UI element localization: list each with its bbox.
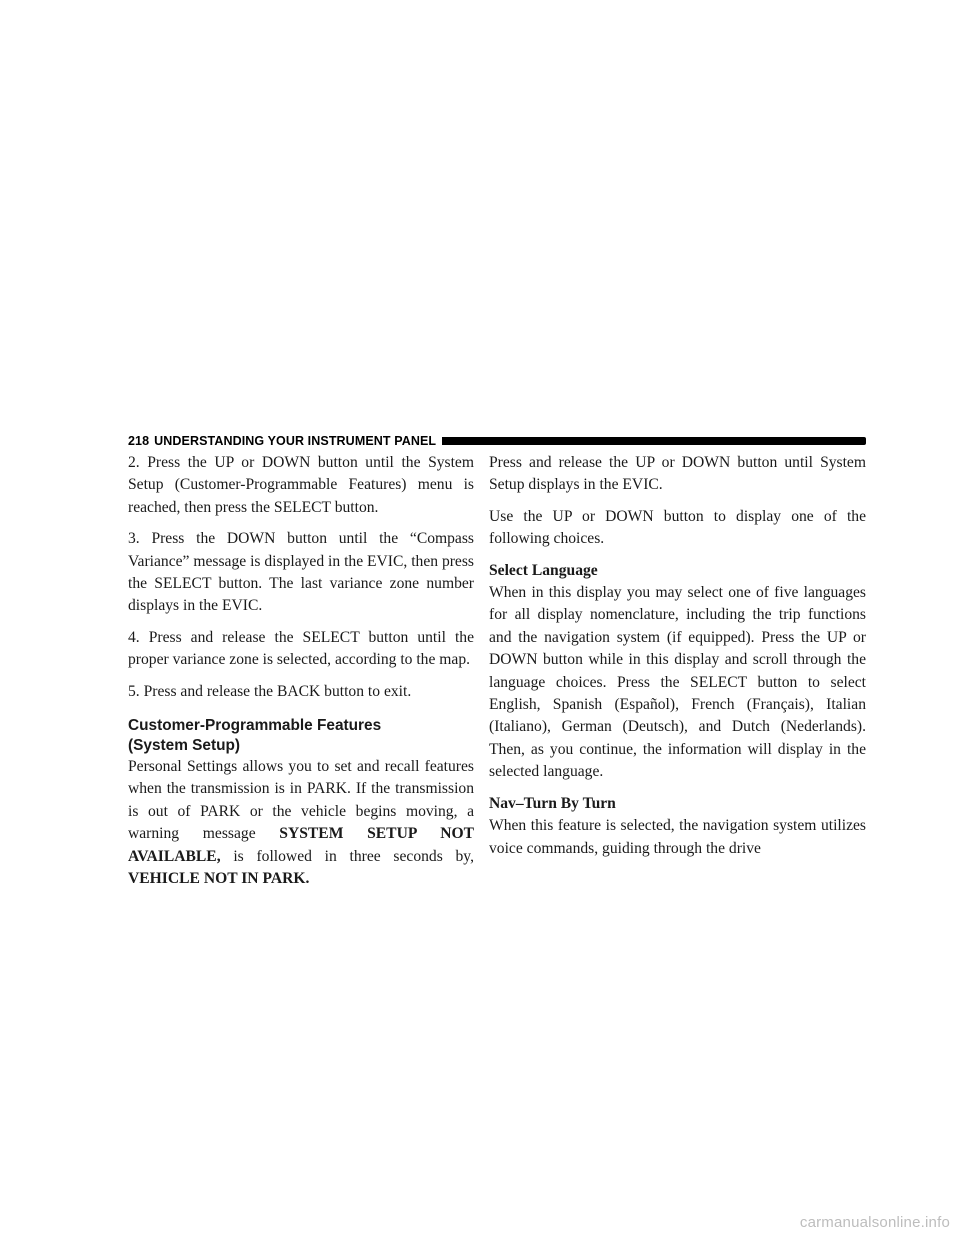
warning-message-2: VEHICLE NOT IN PARK. xyxy=(128,870,310,888)
step-2-paragraph: 2. Press the UP or DOWN button until the System Setup (Customer-Programmable Features) menu is reached, then press the SELECT button. xyxy=(128,454,474,516)
nav-turn-by-turn-heading: Nav–Turn By Turn xyxy=(489,794,616,812)
personal-settings-paragraph xyxy=(128,756,474,890)
header-text xyxy=(128,434,436,448)
chapter-title: UNDERSTANDING YOUR INSTRUMENT PANEL xyxy=(154,434,437,448)
choices-paragraph: Use the UP or DOWN button to display one of the following choices. xyxy=(489,507,866,548)
select-language-paragraph: When in this display you may select one of five languages for all display nomenclature, including the trip functions and the navigation system (if equipped). Press the UP or DOWN button while in this display and scroll through the language choices. Press the SELECT button to select English, Spanish (Español), French (Français), Italian (Italiano), German (Deutsch), and Dutch (Nederlands). Then, as you continue, the information will display in the selected language. xyxy=(489,584,866,781)
right-column xyxy=(489,452,866,869)
section-heading-line-2: (System Setup) xyxy=(128,737,241,755)
left-column xyxy=(128,452,474,900)
watermark: carmanualsonline.info xyxy=(799,1214,950,1231)
page-number: 218 xyxy=(128,434,150,448)
page-header xyxy=(128,432,866,450)
section-heading-line-1: Customer-Programmable Features xyxy=(128,717,382,735)
step-5-paragraph: 5. Press and release the BACK button to exit. xyxy=(128,682,412,700)
personal-settings-text-2: is followed in three seconds by, xyxy=(220,847,474,865)
step-3-paragraph: 3. Press the DOWN button until the “Compass Variance” message is displayed in the EVIC, then press the SELECT button. The last variance zone number displays in the EVIC. xyxy=(128,530,474,615)
header-rule xyxy=(442,437,866,445)
select-language-heading: Select Language xyxy=(489,561,598,579)
step-4-paragraph: 4. Press and release the SELECT button until the proper variance zone is selected, according to the map. xyxy=(128,628,474,669)
section-heading xyxy=(128,716,474,756)
system-setup-paragraph: Press and release the UP or DOWN button until System Setup displays in the EVIC. xyxy=(489,454,866,494)
warning-message-1: SYSTEM SETUP NOT AVAILABLE, xyxy=(128,825,474,865)
nav-turn-by-turn-paragraph: When this feature is selected, the navigation system utilizes voice commands, guiding through the drive xyxy=(489,817,866,857)
personal-settings-text-1: Personal Settings allows you to set and recall features when the transmission is in PARK. If the transmission is out of PARK or the vehicle begins moving, a warning message xyxy=(128,758,474,843)
